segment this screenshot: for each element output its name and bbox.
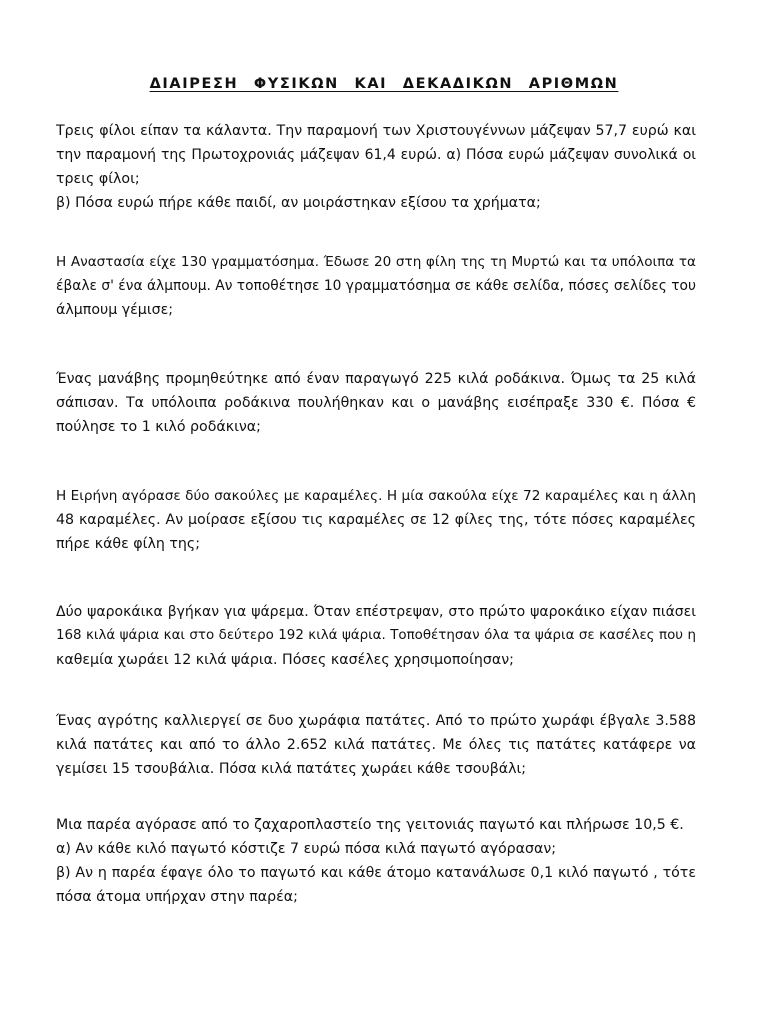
problem-line: την παραμονή της Πρωτοχρονιάς μάζεψαν 61,4 ευρώ. α) Πόσα ευρώ μάζεψαν συνολικά οι xyxy=(56,147,696,163)
worksheet-title: ΔΙΑΙΡΕΣΗ ΦΥΣΙΚΩΝ ΚΑΙ ΔΕΚΑΔΙΚΩΝ ΑΡΙΘΜΩΝ xyxy=(149,76,619,92)
problem-line: Δύο ψαροκάικα βγήκαν για ψάρεμα. Όταν επέστρεψαν, στο πρώτο ψαροκάικο είχαν πιάσει xyxy=(56,604,696,620)
problem-line: α) Αν κάθε κιλό παγωτό κόστιζε 7 ευρώ πόσα κιλά παγωτό αγόρασαν; xyxy=(56,841,557,857)
problem-line: Η Ειρήνη αγόρασε δύο σακούλες με καραμέλες. Η μία σακούλα είχε 72 καραμέλες και η άλλη xyxy=(56,488,696,504)
problem-line: σάπισαν. Τα υπόλοιπα ροδάκινα πουλήθηκαν και ο μανάβης εισέπραξε 330 €. Πόσα € xyxy=(56,395,696,411)
problem-line: β) Αν η παρέα έφαγε όλο το παγωτό και κάθε άτομο κατανάλωσε 0,1 κιλό παγωτό , τότε xyxy=(56,865,696,881)
problem-line: πόσα άτομα υπήρχαν στην παρέα; xyxy=(56,889,298,905)
problem-3 xyxy=(56,367,696,439)
problem-line: 168 κιλά ψάρια και στο δεύτερο 192 κιλά ψάρια. Τοποθέτησαν όλα τα ψάρια σε κασέλες που η xyxy=(56,628,696,643)
problem-4 xyxy=(56,484,696,556)
problem-line: έβαλε σ' ένα άλμπουμ. Αν τοποθέτησε 10 γραμματόσημα σε κάθε σελίδα, πόσες σελίδες του xyxy=(56,278,696,294)
problem-line: άλμπουμ γέμισε; xyxy=(56,302,174,318)
problem-5 xyxy=(56,600,696,672)
problem-line: πούλησε το 1 κιλό ροδάκινα; xyxy=(56,419,261,435)
problem-line: Ένας αγρότης καλλιεργεί σε δυο χωράφια πατάτες. Από το πρώτο χωράφι έβγαλε 3.588 xyxy=(56,713,696,729)
problem-line: κιλά πατάτες και από το άλλο 2.652 κιλά πατάτες. Με όλες τις πατάτες κατάφερε να xyxy=(56,737,696,753)
problem-line: καθεμία χωράει 12 κιλά ψάρια. Πόσες κασέλες χρησιμοποίησαν; xyxy=(56,652,514,668)
problem-2 xyxy=(56,250,696,322)
problem-line: Ένας μανάβης προμηθεύτηκε από έναν παραγωγό 225 κιλά ροδάκινα. Όμως τα 25 κιλά xyxy=(56,371,696,387)
problem-1 xyxy=(56,119,696,215)
problem-line: γεμίσει 15 τσουβάλια. Πόσα κιλά πατάτες χωράει κάθε τσουβάλι; xyxy=(56,761,527,777)
problem-line: β) Πόσα ευρώ πήρε κάθε παιδί, αν μοιράστηκαν εξίσου τα χρήματα; xyxy=(56,195,541,211)
problem-line: Η Αναστασία είχε 130 γραμματόσημα. Έδωσε 20 στη φίλη της τη Μυρτώ και τα υπόλοιπα τα xyxy=(56,254,696,270)
problem-line: τρεις φίλοι; xyxy=(56,171,140,187)
problem-line: Τρεις φίλοι είπαν τα κάλαντα. Την παραμονή των Χριστουγέννων μάζεψαν 57,7 ευρώ και xyxy=(56,123,696,139)
problem-line: Μια παρέα αγόρασε από το ζαχαροπλαστείο της γειτονιάς παγωτό και πλήρωσε 10,5 €. xyxy=(56,817,684,833)
problem-7 xyxy=(56,813,696,909)
problem-line: πήρε κάθε φίλη της; xyxy=(56,536,200,552)
problem-line: 48 καραμέλες. Αν μοίρασε εξίσου τις καραμέλες σε 12 φίλες της, τότε πόσες καραμέλες xyxy=(56,512,696,528)
problem-6 xyxy=(56,709,696,781)
